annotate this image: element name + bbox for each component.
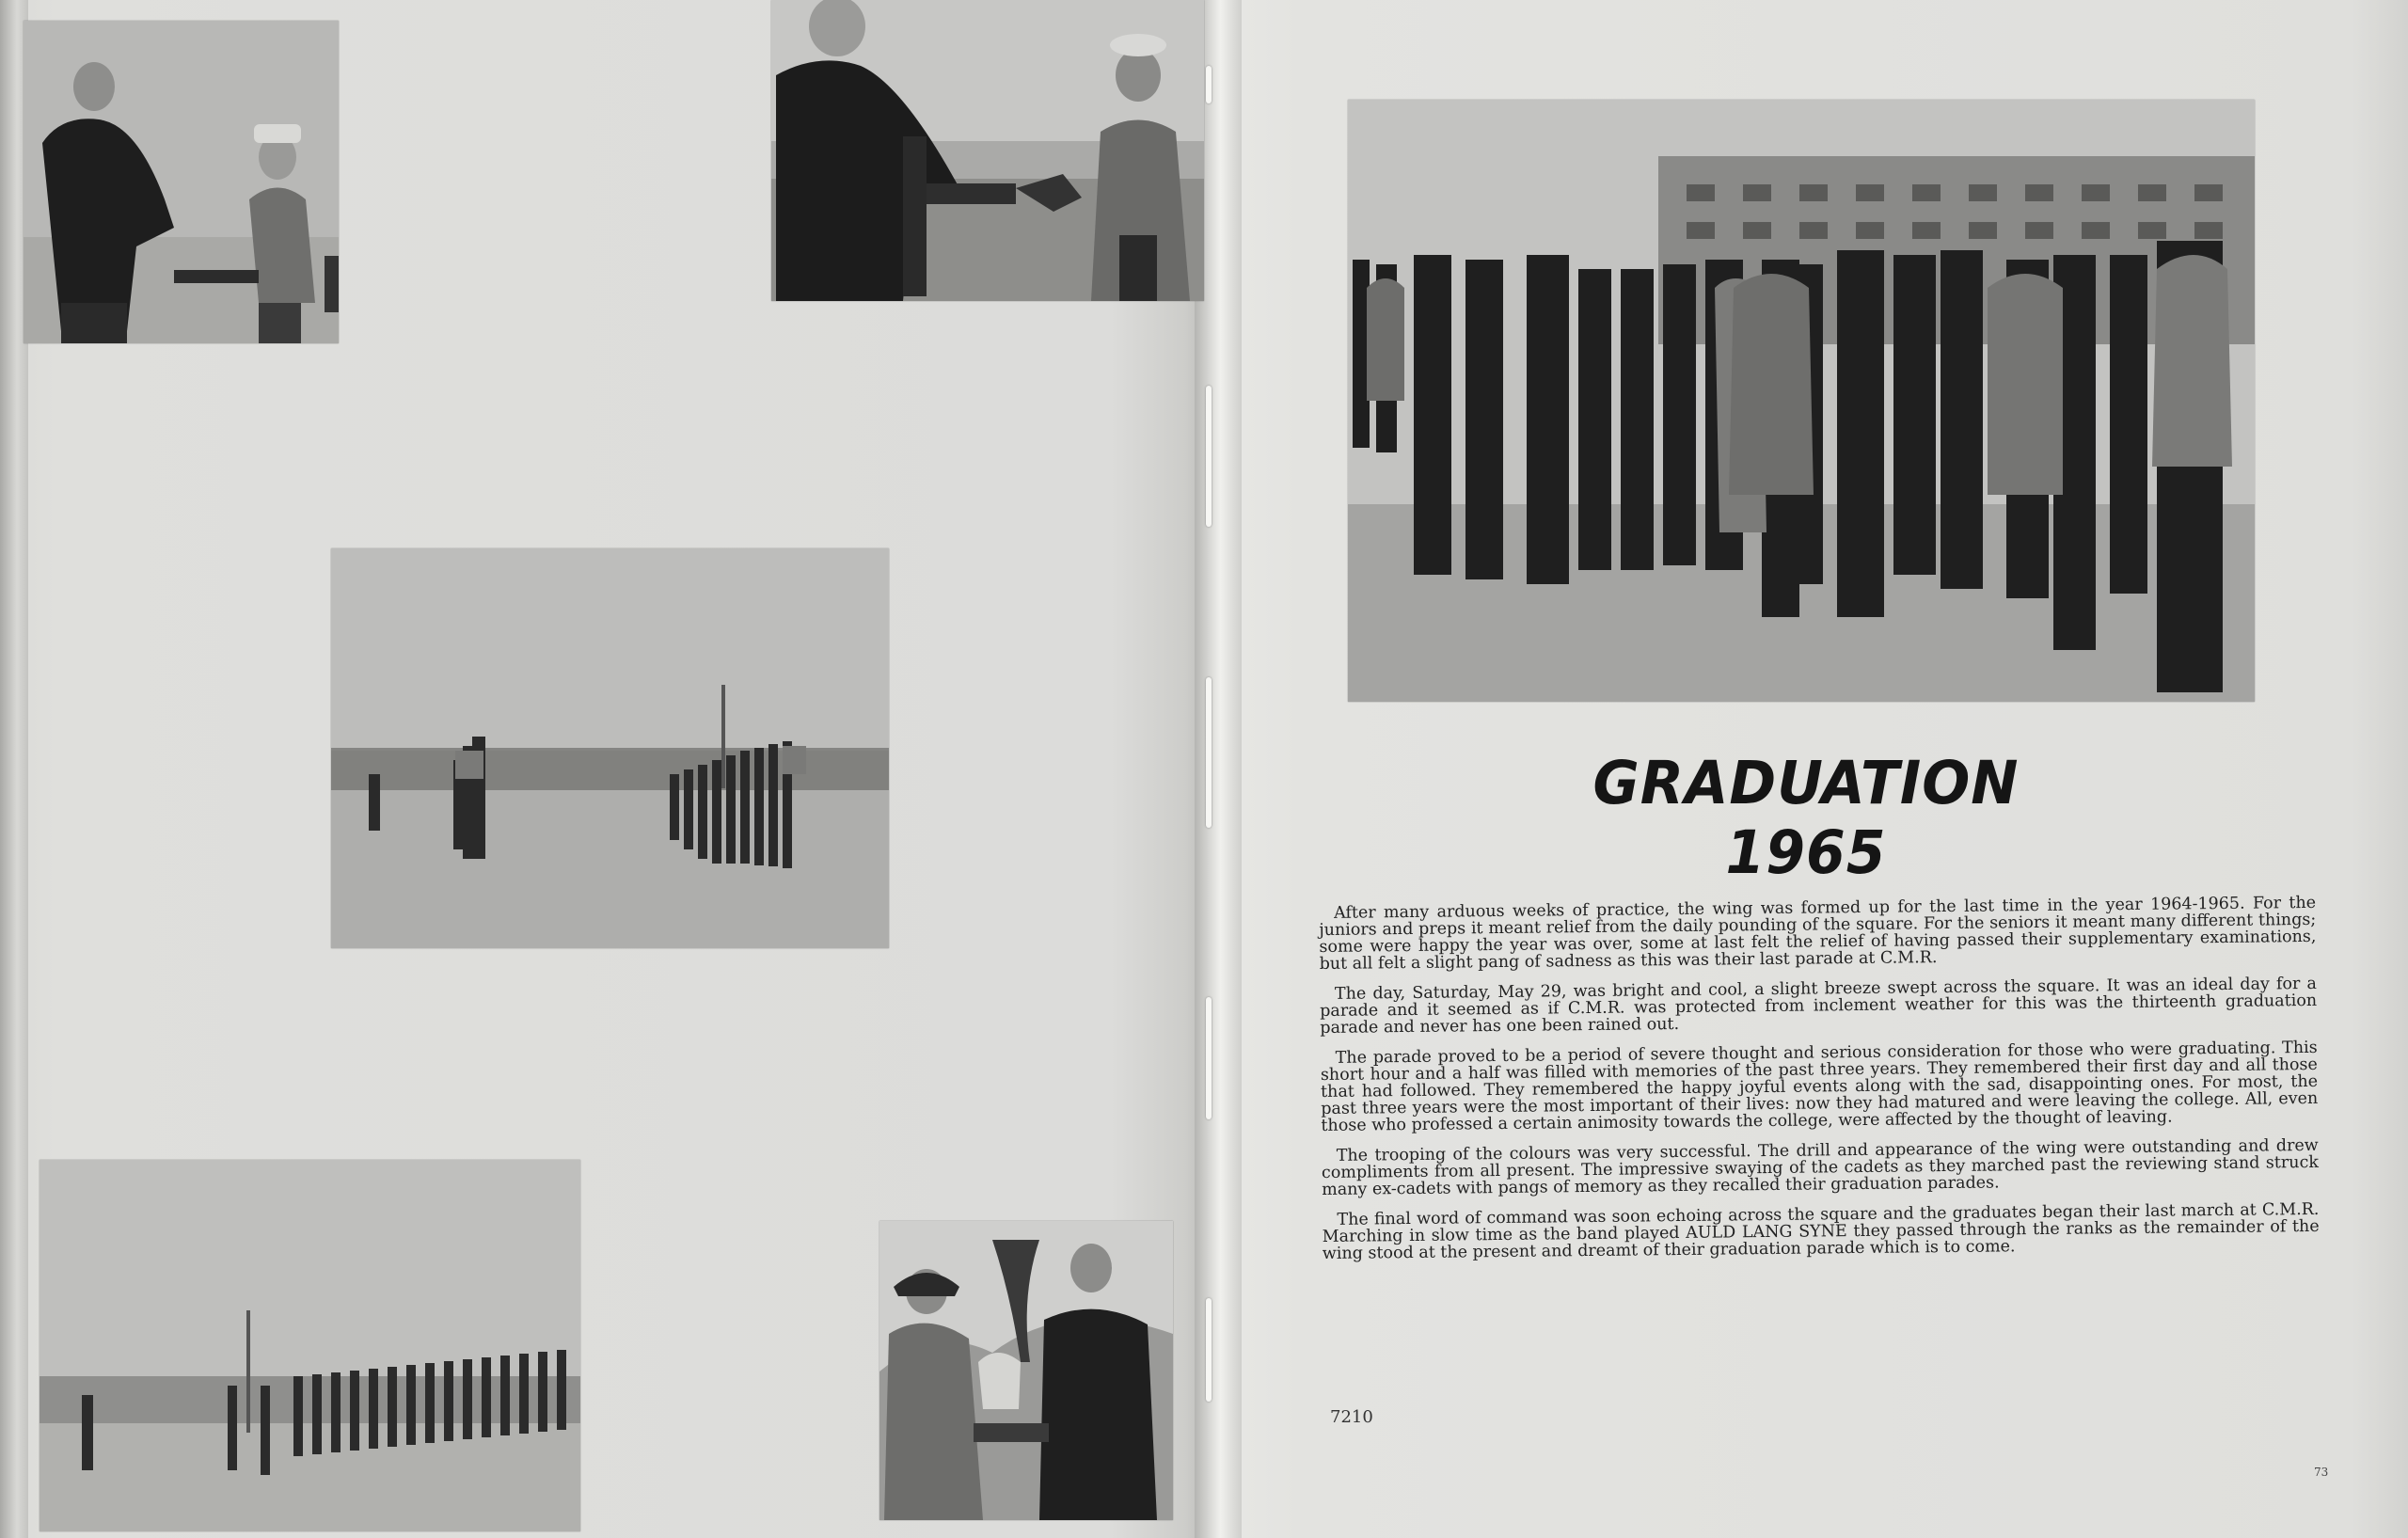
photo-inspection-parade: [1348, 100, 2255, 702]
photo-handshake-left: [24, 21, 339, 343]
page-number: 73: [2314, 1466, 2329, 1479]
photo-trophy-presentation: [879, 1221, 1173, 1520]
binding-stitch: [1206, 66, 1212, 103]
binding-stitch: [1206, 997, 1212, 1119]
binding-stitch: [1206, 386, 1212, 527]
photo-parade-bottom-left: [40, 1160, 580, 1531]
binding-stitch: [1206, 1298, 1212, 1402]
paragraph: The final word of command was soon echoing across the square and the graduates began their last march at C.M.R. Marching in slow time as the band played AULD LANG SYNE they passed through the ranks as the remainder of the wing stood at the present and dreamt of their graduation parade which is to come.: [1322, 1199, 2320, 1263]
binding-stitch: [1206, 677, 1212, 828]
paragraph: The day, Saturday, May 29, was bright and cool, a slight breeze swept across the square. It was an ideal day for a parade and it seemed as if C.M.R. was protected from inclement weather for this was the thirteenth graduation parade and never has one been rained out.: [1320, 974, 2318, 1038]
page-code: 7210: [1330, 1407, 1373, 1427]
paragraph: The trooping of the colours was very successful. The drill and appearance of the wing were outstanding and drew compliments from all present. The impressive swaying of the cadets as they marched past the reviewing stand struck many ex-cadets with pangs of memory as they recalled their graduation parades.: [1321, 1135, 2320, 1199]
paragraph: After many arduous weeks of practice, the wing was formed up for the last time in the year 1964-1965. For the juniors and preps it meant relief from the daily pounding of the square. For the seniors it meant many different things; some were happy the year was over, some at last felt the relief of having passed their supplementary examinations, but all felt a slight pang of sadness as this was their last parade at C.M.R.: [1319, 893, 2317, 974]
photo-handshake-center: [771, 0, 1204, 301]
paragraph: The parade proved to be a period of severe thought and serious consideration for those who were graduating. This short hour and a half was filled with memories of the past three years. They remembered their first day and all those that had followed. They remembered the happy joyful events along with the sad, disappointing ones. For most, the past three years were the most important of their lives: now they had matured and were leaving the college. All, even those who professed a certain animosity towards the college, were affected by the thought of leaving.: [1320, 1038, 2319, 1135]
page-title: GRADUATION 1965: [1592, 749, 2020, 888]
photo-marching-center: [331, 548, 889, 948]
article-body: [1319, 895, 2320, 1276]
